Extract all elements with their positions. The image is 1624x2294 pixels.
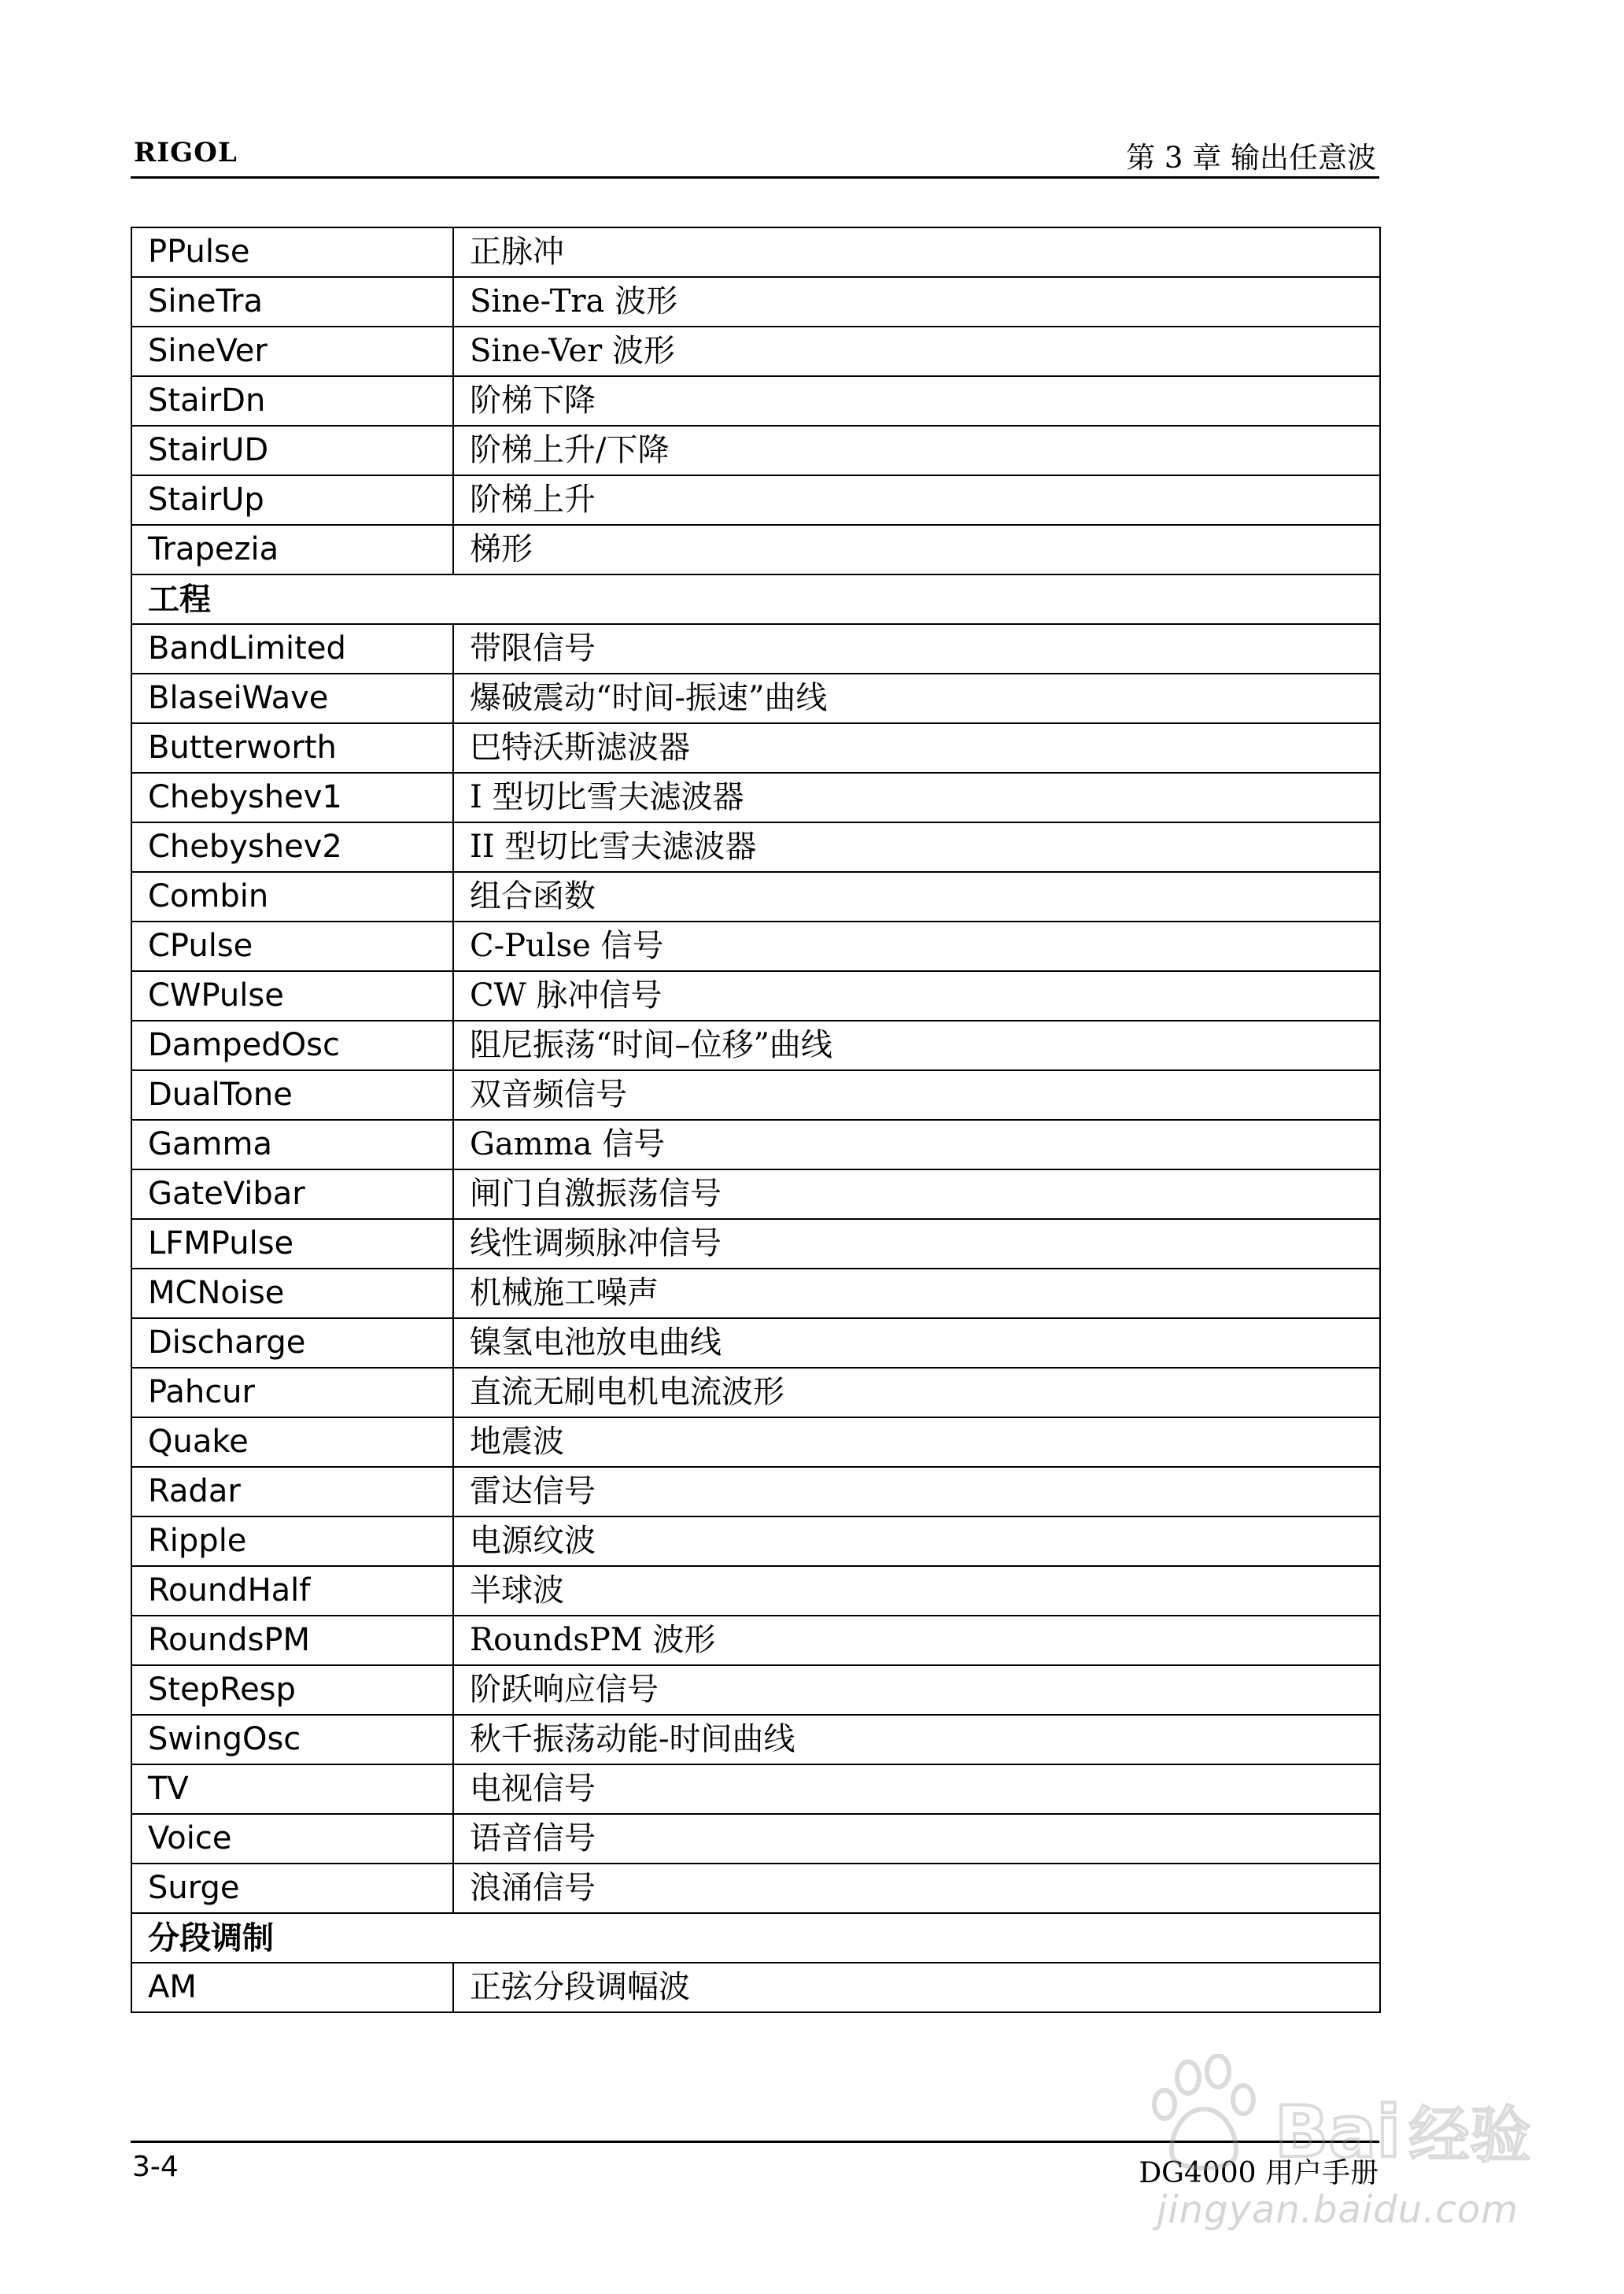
table-row bbox=[131, 1120, 1380, 1169]
waveform-name-cell: Gamma bbox=[131, 1120, 453, 1169]
waveform-description-cell: 机械施工噪声 bbox=[453, 1269, 1380, 1318]
waveform-description-cell: 电源纹波 bbox=[453, 1516, 1380, 1566]
waveform-name-cell: GateVibar bbox=[131, 1169, 453, 1219]
brand-logo: RIGOL bbox=[134, 137, 238, 168]
table-section-row bbox=[131, 574, 1380, 624]
waveform-description-cell: 地震波 bbox=[453, 1417, 1380, 1467]
waveform-name-cell: PPulse bbox=[131, 227, 453, 277]
waveform-description-cell: Sine-Tra 波形 bbox=[453, 277, 1380, 327]
waveform-description-cell: RoundsPM 波形 bbox=[453, 1616, 1380, 1665]
waveform-name-cell: TV bbox=[131, 1764, 453, 1814]
table-row bbox=[131, 227, 1380, 277]
waveform-description-cell: 爆破震动“时间-振速”曲线 bbox=[453, 674, 1380, 723]
waveform-name-cell: Ripple bbox=[131, 1516, 453, 1566]
waveform-description-cell: 正弦分段调幅波 bbox=[453, 1963, 1380, 2012]
waveform-name-cell: Pahcur bbox=[131, 1368, 453, 1417]
waveform-name-cell: DampedOsc bbox=[131, 1021, 453, 1070]
waveform-name-cell: Surge bbox=[131, 1864, 453, 1913]
waveform-name-cell: LFMPulse bbox=[131, 1219, 453, 1269]
table-row bbox=[131, 822, 1380, 872]
table-row bbox=[131, 1566, 1380, 1616]
table-row bbox=[131, 1070, 1380, 1120]
waveform-description-cell: 电视信号 bbox=[453, 1764, 1380, 1814]
waveform-description-cell: 梯形 bbox=[453, 525, 1380, 574]
waveform-name-cell: Chebyshev2 bbox=[131, 822, 453, 872]
waveform-description-cell: 闸门自激振荡信号 bbox=[453, 1169, 1380, 1219]
waveform-description-cell: 阶梯下降 bbox=[453, 376, 1380, 426]
waveform-name-cell: Combin bbox=[131, 872, 453, 922]
table-section-row bbox=[131, 1913, 1380, 1963]
waveform-description-cell: 组合函数 bbox=[453, 872, 1380, 922]
table-row bbox=[131, 277, 1380, 327]
section-heading: 工程 bbox=[131, 574, 1380, 624]
waveform-name-cell: Discharge bbox=[131, 1318, 453, 1368]
waveform-name-cell: StairDn bbox=[131, 376, 453, 426]
table-row bbox=[131, 1467, 1380, 1516]
section-heading: 分段调制 bbox=[131, 1913, 1380, 1963]
waveform-name-cell: BandLimited bbox=[131, 624, 453, 674]
table-row bbox=[131, 1368, 1380, 1417]
table-row bbox=[131, 1269, 1380, 1318]
table-row bbox=[131, 1318, 1380, 1368]
waveform-description-cell: Gamma 信号 bbox=[453, 1120, 1380, 1169]
table-row bbox=[131, 624, 1380, 674]
waveform-name-cell: SineVer bbox=[131, 327, 453, 376]
chapter-title: 第 3 章 输出任意波 bbox=[1126, 141, 1376, 175]
waveform-name-cell: SineTra bbox=[131, 277, 453, 327]
table-row bbox=[131, 971, 1380, 1021]
waveform-name-cell: Trapezia bbox=[131, 525, 453, 574]
waveform-name-cell: MCNoise bbox=[131, 1269, 453, 1318]
table-row bbox=[131, 723, 1380, 773]
table-row bbox=[131, 1169, 1380, 1219]
waveform-name-cell: RoundsPM bbox=[131, 1616, 453, 1665]
table-row bbox=[131, 376, 1380, 426]
waveform-name-cell: Voice bbox=[131, 1814, 453, 1864]
waveform-name-cell: CPulse bbox=[131, 922, 453, 971]
table-row bbox=[131, 327, 1380, 376]
table-row bbox=[131, 1963, 1380, 2012]
table-row bbox=[131, 1814, 1380, 1864]
waveform-table bbox=[131, 227, 1381, 2013]
waveform-name-cell: StepResp bbox=[131, 1665, 453, 1715]
table-row bbox=[131, 1516, 1380, 1566]
table-row bbox=[131, 922, 1380, 971]
waveform-description-cell: 线性调频脉冲信号 bbox=[453, 1219, 1380, 1269]
waveform-description-cell: 巴特沃斯滤波器 bbox=[453, 723, 1380, 773]
waveform-name-cell: StairUp bbox=[131, 475, 453, 525]
waveform-name-cell: Chebyshev1 bbox=[131, 773, 453, 822]
waveform-description-cell: C-Pulse 信号 bbox=[453, 922, 1380, 971]
waveform-name-cell: Radar bbox=[131, 1467, 453, 1516]
page-header bbox=[131, 131, 1379, 176]
table-row bbox=[131, 1219, 1380, 1269]
waveform-description-cell: 雷达信号 bbox=[453, 1467, 1380, 1516]
table-row bbox=[131, 1616, 1380, 1665]
waveform-description-cell: 阻尼振荡“时间–位移”曲线 bbox=[453, 1021, 1380, 1070]
waveform-description-cell: 阶梯上升 bbox=[453, 475, 1380, 525]
baidu-watermark bbox=[1125, 2054, 1566, 2251]
table-row bbox=[131, 475, 1380, 525]
waveform-description-cell: I 型切比雪夫滤波器 bbox=[453, 773, 1380, 822]
waveform-description-cell: Sine-Ver 波形 bbox=[453, 327, 1380, 376]
watermark-url: jingyan.baidu.com bbox=[1157, 2188, 1519, 2232]
waveform-description-cell: CW 脉冲信号 bbox=[453, 971, 1380, 1021]
waveform-description-cell: 镍氢电池放电曲线 bbox=[453, 1318, 1380, 1368]
svg-text:Bai: Bai bbox=[1275, 2091, 1401, 2174]
table-row bbox=[131, 1764, 1380, 1814]
waveform-description-cell: 语音信号 bbox=[453, 1814, 1380, 1864]
manual-title: DG4000 用户手册 bbox=[1139, 2157, 1379, 2189]
table-row bbox=[131, 1417, 1380, 1467]
waveform-name-cell: RoundHalf bbox=[131, 1566, 453, 1616]
waveform-description-cell: 阶跃响应信号 bbox=[453, 1665, 1380, 1715]
waveform-name-cell: AM bbox=[131, 1963, 453, 2012]
table-row bbox=[131, 773, 1380, 822]
table-row bbox=[131, 1715, 1380, 1764]
table-row bbox=[131, 674, 1380, 723]
table-row bbox=[131, 426, 1380, 475]
waveform-name-cell: Butterworth bbox=[131, 723, 453, 773]
table-row bbox=[131, 1864, 1380, 1913]
waveform-name-cell: StairUD bbox=[131, 426, 453, 475]
baidu-paw-icon bbox=[1125, 2054, 1534, 2188]
waveform-description-cell: II 型切比雪夫滤波器 bbox=[453, 822, 1380, 872]
waveform-description-cell: 阶梯上升/下降 bbox=[453, 426, 1380, 475]
table-row bbox=[131, 872, 1380, 922]
svg-text:经验: 经验 bbox=[1408, 2100, 1532, 2171]
waveform-description-cell: 半球波 bbox=[453, 1566, 1380, 1616]
waveform-name-cell: Quake bbox=[131, 1417, 453, 1467]
waveform-description-cell: 直流无刷电机电流波形 bbox=[453, 1368, 1380, 1417]
table-row bbox=[131, 1021, 1380, 1070]
waveform-description-cell: 带限信号 bbox=[453, 624, 1380, 674]
waveform-description-cell: 秋千振荡动能-时间曲线 bbox=[453, 1715, 1380, 1764]
waveform-description-cell: 正脉冲 bbox=[453, 227, 1380, 277]
waveform-description-cell: 浪涌信号 bbox=[453, 1864, 1380, 1913]
page-number: 3-4 bbox=[132, 2151, 179, 2183]
header-divider bbox=[131, 176, 1379, 179]
table-row bbox=[131, 525, 1380, 574]
waveform-name-cell: DualTone bbox=[131, 1070, 453, 1120]
waveform-name-cell: BlaseiWave bbox=[131, 674, 453, 723]
waveform-description-cell: 双音频信号 bbox=[453, 1070, 1380, 1120]
waveform-name-cell: CWPulse bbox=[131, 971, 453, 1021]
waveform-name-cell: SwingOsc bbox=[131, 1715, 453, 1764]
table-row bbox=[131, 1665, 1380, 1715]
